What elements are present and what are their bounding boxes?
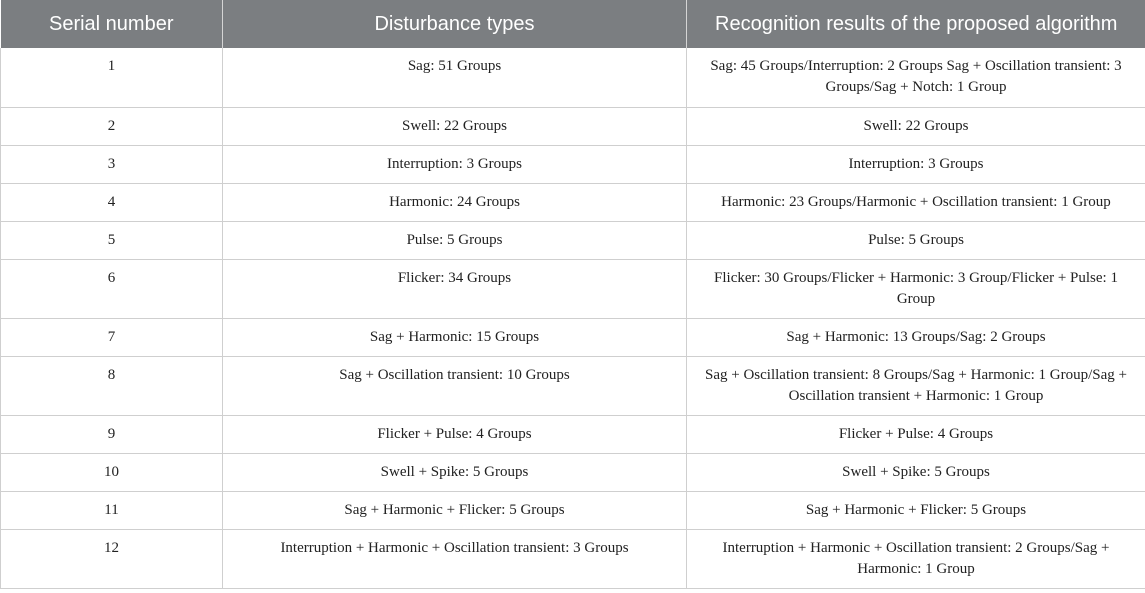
table-row — [1, 145, 1145, 183]
disturbance-type-cell: Flicker: 34 Groups — [223, 259, 687, 318]
recognition-result-cell: Flicker + Pulse: 4 Groups — [687, 415, 1145, 453]
recognition-result-cell: Swell + Spike: 5 Groups — [687, 453, 1145, 491]
disturbance-type-cell: Interruption: 3 Groups — [223, 145, 687, 183]
table-row — [1, 529, 1145, 588]
serial-number-cell: 10 — [1, 453, 223, 491]
disturbance-type-cell: Swell + Spike: 5 Groups — [223, 453, 687, 491]
disturbance-type-cell: Harmonic: 24 Groups — [223, 183, 687, 221]
serial-number-cell: 11 — [1, 491, 223, 529]
header-row — [1, 0, 1145, 48]
header-disturbance-types: Disturbance types — [223, 0, 687, 48]
recognition-result-cell: Sag + Harmonic: 13 Groups/Sag: 2 Groups — [687, 318, 1145, 356]
disturbance-type-cell: Pulse: 5 Groups — [223, 221, 687, 259]
serial-number-cell: 7 — [1, 318, 223, 356]
table-row — [1, 107, 1145, 145]
header-serial-number: Serial number — [1, 0, 223, 48]
recognition-result-cell: Pulse: 5 Groups — [687, 221, 1145, 259]
disturbance-type-cell: Sag + Harmonic: 15 Groups — [223, 318, 687, 356]
disturbance-type-cell: Flicker + Pulse: 4 Groups — [223, 415, 687, 453]
table-body — [1, 48, 1145, 588]
serial-number-cell: 1 — [1, 48, 223, 107]
recognition-result-cell: Harmonic: 23 Groups/Harmonic + Oscillation transient: 1 Group — [687, 183, 1145, 221]
disturbance-type-cell: Sag: 51 Groups — [223, 48, 687, 107]
header-recognition-results: Recognition results of the proposed algorithm — [687, 0, 1145, 48]
table-row — [1, 453, 1145, 491]
serial-number-cell: 12 — [1, 529, 223, 588]
serial-number-cell: 6 — [1, 259, 223, 318]
disturbance-type-cell: Sag + Oscillation transient: 10 Groups — [223, 356, 687, 415]
table-row — [1, 183, 1145, 221]
recognition-result-cell: Interruption: 3 Groups — [687, 145, 1145, 183]
table-row — [1, 221, 1145, 259]
serial-number-cell: 5 — [1, 221, 223, 259]
serial-number-cell: 4 — [1, 183, 223, 221]
recognition-result-cell: Sag: 45 Groups/Interruption: 2 Groups Sag + Oscillation transient: 3 Groups/Sag + Notch: 1 Group — [687, 48, 1145, 107]
recognition-result-cell: Sag + Oscillation transient: 8 Groups/Sag + Harmonic: 1 Group/Sag + Oscillation transient + Harmonic: 1 Group — [687, 356, 1145, 415]
table-row — [1, 259, 1145, 318]
table-row — [1, 48, 1145, 107]
table-header — [1, 0, 1145, 48]
serial-number-cell: 3 — [1, 145, 223, 183]
recognition-result-cell: Flicker: 30 Groups/Flicker + Harmonic: 3 Group/Flicker + Pulse: 1 Group — [687, 259, 1145, 318]
recognition-result-cell: Interruption + Harmonic + Oscillation transient: 2 Groups/Sag + Harmonic: 1 Group — [687, 529, 1145, 588]
serial-number-cell: 8 — [1, 356, 223, 415]
disturbance-type-cell: Interruption + Harmonic + Oscillation transient: 3 Groups — [223, 529, 687, 588]
table-row — [1, 491, 1145, 529]
disturbance-type-cell: Swell: 22 Groups — [223, 107, 687, 145]
serial-number-cell: 2 — [1, 107, 223, 145]
disturbance-type-cell: Sag + Harmonic + Flicker: 5 Groups — [223, 491, 687, 529]
recognition-result-cell: Sag + Harmonic + Flicker: 5 Groups — [687, 491, 1145, 529]
table-row — [1, 415, 1145, 453]
serial-number-cell: 9 — [1, 415, 223, 453]
table-row — [1, 318, 1145, 356]
recognition-result-cell: Swell: 22 Groups — [687, 107, 1145, 145]
table-row — [1, 356, 1145, 415]
